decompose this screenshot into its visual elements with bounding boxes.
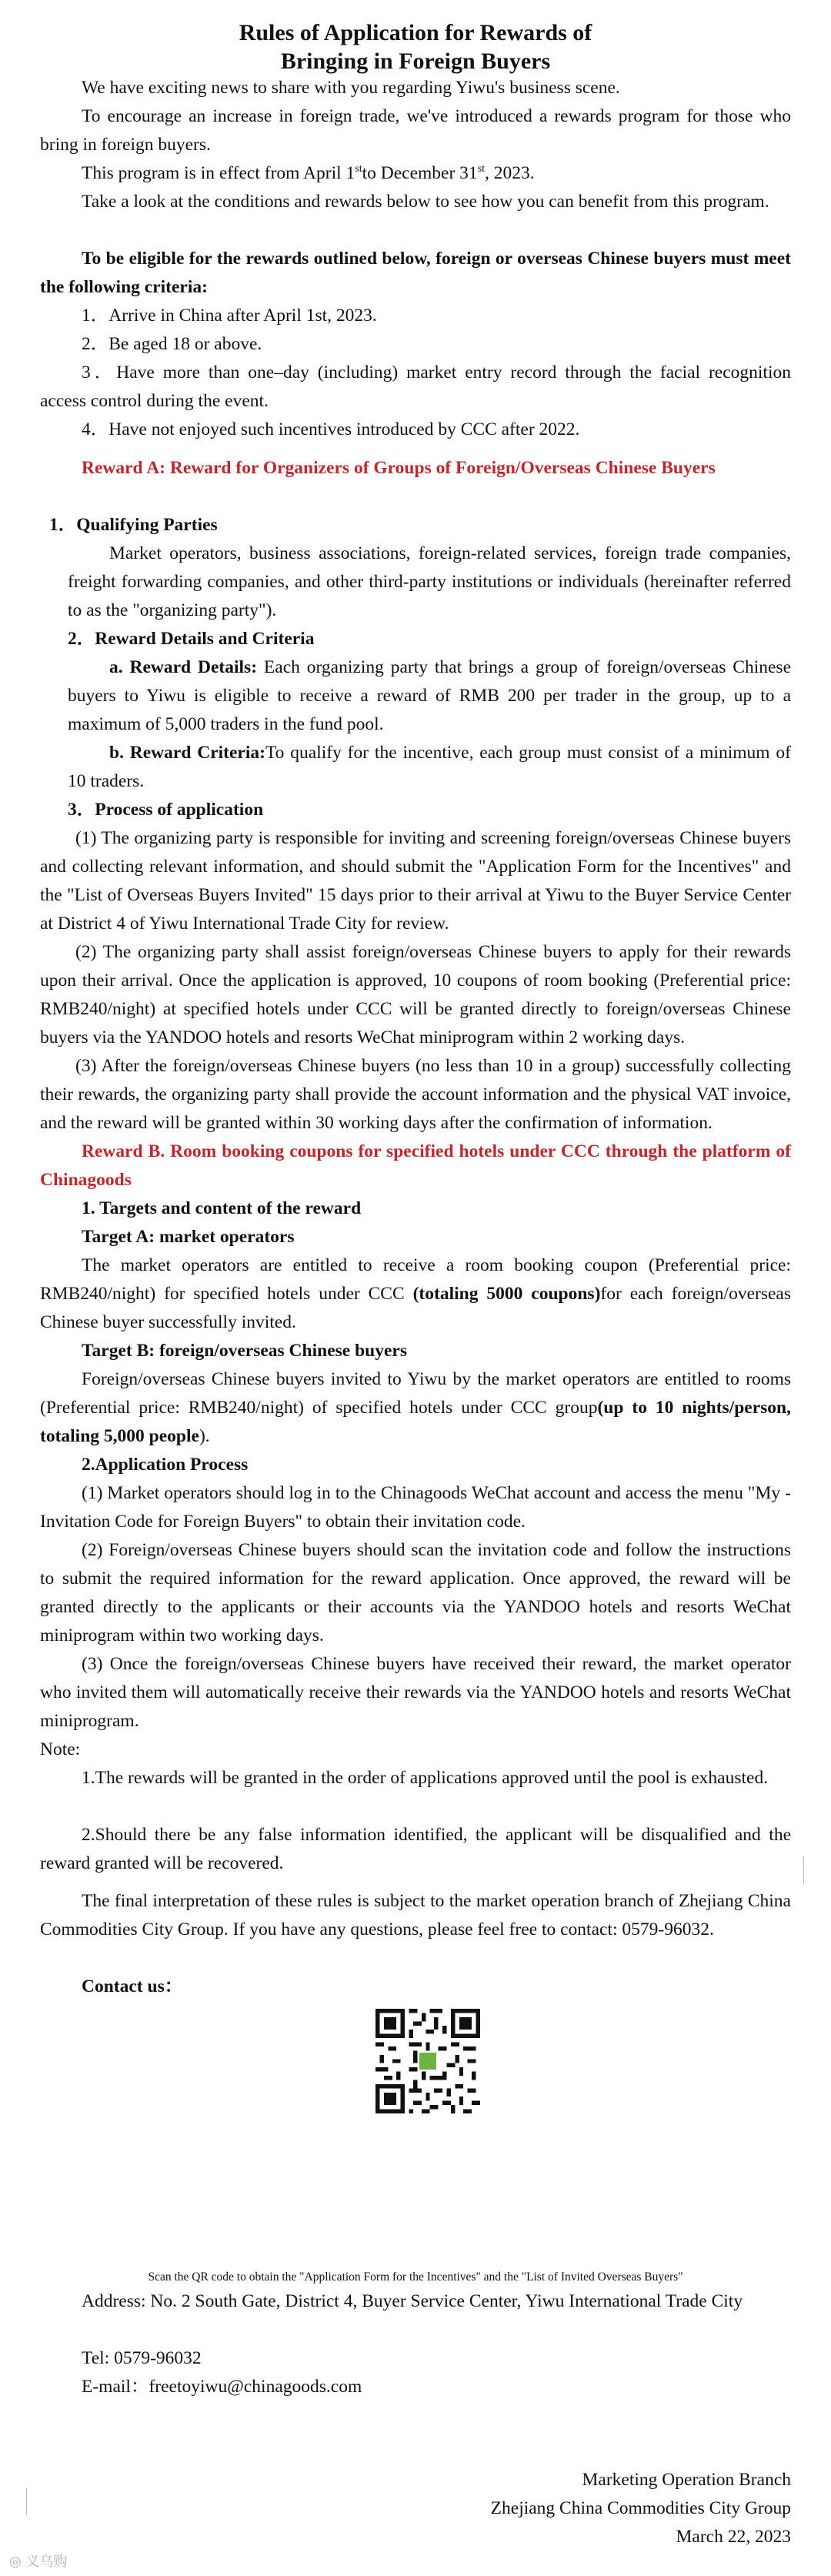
scan-artifact-line-2 [26, 2487, 27, 2515]
intro-p1: We have exciting news to share with you regarding Yiwu's business scene. [82, 78, 620, 98]
eligibility-heading: To be eligible for the rewards outlined below, foreign or overseas Chinese buyers must meet the following criteria: [40, 249, 791, 297]
signature-line-2: Zhejiang China Commodities City Group [490, 2498, 791, 2518]
reward-a-s3-p1: (1) The organizing party is responsible for inviting and screening foreign/overseas Chinese buyers and collecting relevant information, and should submit the "Application Form for the Incentives" and the "List of Overseas Buyers Invited" 15 days prior to their arrival at Yiwu to the Buyer Service Center at District 4 of Yiwu International Trade City for review. [40, 828, 791, 934]
reward-a-s3-p2: (2) The organizing party shall assist foreign/overseas Chinese buyers to apply for their rewards upon their arrival. Once the application is approved, 10 coupons of room booking (Preferential price: RMB240/night) at specified hotels under CCC will be granted directly to foreign/overseas Chinese buyers via the YANDOO hotels and resorts WeChat miniprogram within 2 working days. [40, 942, 791, 1047]
reward-a-s1-title: 1．Qualifying Parties [49, 515, 218, 535]
title-line-1: Rules of Application for Rewards of [239, 20, 592, 45]
contact-address: Address: No. 2 South Gate, District 4, Buyer Service Center, Yiwu International Trade City [82, 2291, 743, 2311]
title-line-2: Bringing in Foreign Buyers [280, 48, 551, 74]
watermark-icon: ◎ [9, 2554, 26, 2570]
qr-caption: Scan the QR code to obtain the "Application Form for the Incentives" and the "List of Invited Overseas Buyers" [148, 2270, 683, 2284]
intro-p2: To encourage an increase in foreign trade, we've introduced a rewards program for those who bring in foreign buyers. [40, 106, 791, 155]
criteria-item-2: 2．Be aged 18 or above. [82, 334, 262, 354]
reward-a-s2-a: a. Reward Details: Each organizing party that brings a group of foreign/overseas Chinese buyers to Yiwu is eligible to receive a reward of RMB 200 per trader in the group, up to a maximum of 5,000 traders in the fund pool. [68, 657, 791, 734]
signature-line-1: Marketing Operation Branch [582, 2470, 791, 2490]
reward-b-s2-p2: (2) Foreign/overseas Chinese buyers should scan the invitation code and follow the instructions to submit the required information for the reward application. Once approved, the reward will be granted directly to the applicants or their accounts via the YANDOO hotels and resorts WeChat miniprogram within two working days. [40, 1540, 791, 1645]
reward-b-s2-p1: (1) Market operators should log in to the Chinagoods WeChat account and access the menu "My - Invitation Code for Foreign Buyers" to obtain their invitation code. [40, 1483, 791, 1532]
contact-label: Contact us： [82, 1976, 183, 1996]
intro-p3: This program is in effect from April 1stto December 31st, 2023. [82, 163, 535, 183]
reward-a-s2-b: b. Reward Criteria:To qualify for the incentive, each group must consist of a minimum of 10 traders. [68, 743, 791, 791]
final-interpretation: The final interpretation of these rules is subject to the market operation branch of Zhejiang China Commodities City Group. If you have any questions, please feel free to contact: 0579-96032. [40, 1891, 791, 1940]
target-a-title: Target A: market operators [82, 1227, 295, 1247]
reward-a-s1-body: Market operators, business associations, foreign-related services, foreign trade companies, freight forwarding companies, and other third-party institutions or individuals (hereinafter referred to as the "organizing party"). [68, 543, 791, 620]
criteria-item-3: 3．Have more than one–day (including) market entry record through the facial recognition access control during the event. [40, 363, 791, 411]
contact-email[interactable] [40, 2373, 791, 2401]
reward-a-heading: Reward A: Reward for Organizers of Groups of Foreign/Overseas Chinese Buyers [82, 458, 716, 478]
criteria-item-4: 4．Have not enjoyed such incentives introduced by CCC after 2022. [82, 419, 580, 439]
note-label: Note: [40, 1739, 81, 1759]
reward-b-s2-title: 2.Application Process [82, 1455, 249, 1475]
target-b-title: Target B: foreign/overseas Chinese buyers [82, 1341, 407, 1361]
qr-center-logo [419, 2053, 436, 2070]
scan-artifact-line [803, 1856, 804, 1884]
reward-b-s2-p3: (3) Once the foreign/overseas Chinese buyers have received their reward, the market operator who invited them will automatically receive their rewards via the YANDOO hotels and resorts WeChat miniprogram. [40, 1654, 791, 1731]
reward-a-s3-p3: (3) After the foreign/overseas Chinese buyers (no less than 10 in a group) successfully collecting their rewards, the organizing party shall provide the account information and the physical VAT invoice, and the reward will be granted within 30 working days after the confirmation of information. [40, 1056, 791, 1133]
target-b-body: Foreign/overseas Chinese buyers invited to Yiwu by the market operators are entitled to rooms (Preferential price: RMB240/night) of specified hotels under CCC group(up to 10 nights/person, totaling 5,000 people). [40, 1369, 792, 1446]
document-title [0, 18, 831, 75]
signature-date: March 22, 2023 [676, 2527, 791, 2547]
reward-b-heading: Reward B. Room booking coupons for specified hotels under CCC through the platform of Chinagoods [40, 1141, 791, 1190]
note-2: 2.Should there be any false information identified, the applicant will be disqualified and the reward granted will be recovered. [40, 1825, 791, 1873]
intro-p4: Take a look at the conditions and rewards below to see how you can benefit from this program. [82, 192, 769, 212]
reward-b-s1-title: 1. Targets and content of the reward [82, 1198, 362, 1218]
contact-tel: Tel: 0579-96032 [82, 2348, 202, 2368]
watermark: ◎ 义乌购 [9, 2554, 68, 2570]
reward-a-s3-title: 3．Process of application [68, 800, 264, 820]
criteria-item-1: 1．Arrive in China after April 1st, 2023. [82, 306, 377, 326]
target-a-body: The market operators are entitled to receive a room booking coupon (Preferential price: RMB240/night) for specified hotels under CCC (totaling 5000 coupons)for each foreign/overseas Chinese buyer successfully invited. [40, 1255, 791, 1332]
email-link[interactable]: E-mail：freetoyiwu@chinagoods.com [82, 2377, 362, 2397]
reward-a-s2-title: 2．Reward Details and Criteria [68, 629, 315, 649]
qr-code [375, 2009, 480, 2113]
note-1: 1.The rewards will be granted in the order of applications approved until the pool is exhausted. [82, 1768, 769, 1788]
qr-code-image [375, 2009, 480, 2113]
